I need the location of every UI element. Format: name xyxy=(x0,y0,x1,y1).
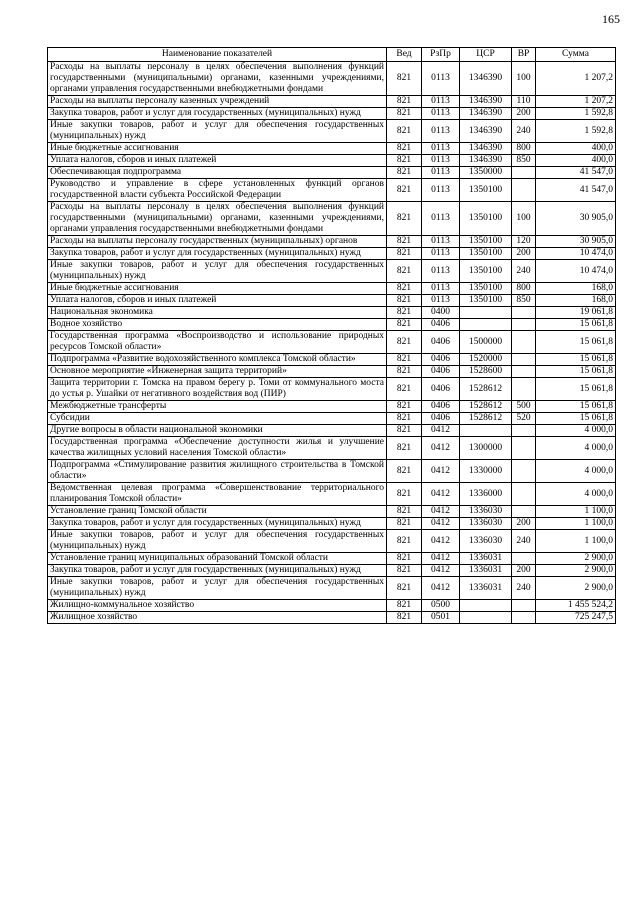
cell-sum: 2 900,0 xyxy=(536,577,616,600)
cell-name: Расходы на выплаты персоналу казенных учреждений xyxy=(48,96,387,108)
cell-ved: 821 xyxy=(387,236,422,248)
table-row xyxy=(48,518,616,530)
table-row xyxy=(48,437,616,460)
table-row xyxy=(48,600,616,612)
cell-vr xyxy=(512,600,536,612)
cell-sum: 1 100,0 xyxy=(536,518,616,530)
cell-csr: 1350100 xyxy=(460,179,512,202)
cell-rzpr: 0113 xyxy=(422,167,460,179)
table-row xyxy=(48,295,616,307)
cell-csr: 1350100 xyxy=(460,283,512,295)
table-row xyxy=(48,260,616,283)
table-row xyxy=(48,307,616,319)
cell-rzpr: 0113 xyxy=(422,155,460,167)
cell-ved: 821 xyxy=(387,202,422,236)
cell-csr: 1346390 xyxy=(460,120,512,143)
cell-ved: 821 xyxy=(387,483,422,506)
cell-csr: 1346390 xyxy=(460,62,512,96)
cell-sum: 400,0 xyxy=(536,155,616,167)
cell-name: Национальная экономика xyxy=(48,307,387,319)
table-row xyxy=(48,96,616,108)
column-header-name: Наименование показателей xyxy=(48,48,387,62)
cell-csr: 1528612 xyxy=(460,401,512,413)
cell-vr xyxy=(512,460,536,483)
cell-ved: 821 xyxy=(387,600,422,612)
cell-name: Межбюджетные трансферты xyxy=(48,401,387,413)
cell-sum: 10 474,0 xyxy=(536,248,616,260)
cell-sum: 15 061,8 xyxy=(536,331,616,354)
table-row xyxy=(48,413,616,425)
cell-sum: 2 900,0 xyxy=(536,565,616,577)
table-row xyxy=(48,248,616,260)
cell-rzpr: 0412 xyxy=(422,460,460,483)
table-row xyxy=(48,577,616,600)
cell-sum: 1 207,2 xyxy=(536,62,616,96)
cell-csr: 1528612 xyxy=(460,378,512,401)
table-row xyxy=(48,331,616,354)
cell-name: Субсидии xyxy=(48,413,387,425)
cell-csr: 1336030 xyxy=(460,518,512,530)
cell-name: Закупка товаров, работ и услуг для государственных (муниципальных) нужд xyxy=(48,248,387,260)
cell-name: Расходы на выплаты персоналу государственных (муниципальных) органов xyxy=(48,236,387,248)
table-row xyxy=(48,460,616,483)
table-row xyxy=(48,378,616,401)
table-row xyxy=(48,155,616,167)
column-header-ved: Вед xyxy=(387,48,422,62)
column-header-vr: ВР xyxy=(512,48,536,62)
cell-name: Защита территории г. Томска на правом берегу р. Томи от коммунального моста до устья р. Ушайки от негативного воздействия вод (ПИР) xyxy=(48,378,387,401)
table-row xyxy=(48,236,616,248)
cell-vr: 520 xyxy=(512,413,536,425)
cell-csr: 1336030 xyxy=(460,530,512,553)
cell-sum: 168,0 xyxy=(536,295,616,307)
table-row xyxy=(48,565,616,577)
cell-ved: 821 xyxy=(387,179,422,202)
cell-rzpr: 0113 xyxy=(422,96,460,108)
cell-rzpr: 0406 xyxy=(422,401,460,413)
cell-vr: 800 xyxy=(512,143,536,155)
cell-csr: 1350000 xyxy=(460,167,512,179)
cell-sum: 41 547,0 xyxy=(536,167,616,179)
cell-name: Уплата налогов, сборов и иных платежей xyxy=(48,295,387,307)
cell-vr xyxy=(512,319,536,331)
cell-vr: 110 xyxy=(512,96,536,108)
cell-rzpr: 0113 xyxy=(422,62,460,96)
cell-sum: 15 061,8 xyxy=(536,366,616,378)
cell-sum: 168,0 xyxy=(536,283,616,295)
cell-sum: 4 000,0 xyxy=(536,437,616,460)
cell-name: Установление границ Томской области xyxy=(48,506,387,518)
cell-rzpr: 0113 xyxy=(422,283,460,295)
cell-ved: 821 xyxy=(387,96,422,108)
cell-name: Закупка товаров, работ и услуг для государственных (муниципальных) нужд xyxy=(48,518,387,530)
cell-sum: 1 207,2 xyxy=(536,96,616,108)
cell-ved: 821 xyxy=(387,577,422,600)
column-header-csr: ЦСР xyxy=(460,48,512,62)
budget-table xyxy=(47,47,616,624)
cell-vr: 800 xyxy=(512,283,536,295)
cell-rzpr: 0412 xyxy=(422,483,460,506)
cell-ved: 821 xyxy=(387,401,422,413)
cell-name: Руководство и управление в сфере установленных функций органов государственной власти субъекта Российской Федерации xyxy=(48,179,387,202)
cell-name: Закупка товаров, работ и услуг для государственных (муниципальных) нужд xyxy=(48,108,387,120)
cell-ved: 821 xyxy=(387,62,422,96)
table-row xyxy=(48,401,616,413)
cell-ved: 821 xyxy=(387,120,422,143)
cell-ved: 821 xyxy=(387,307,422,319)
cell-name: Подпрограмма «Развитие водохозяйственного комплекса Томской области» xyxy=(48,354,387,366)
cell-rzpr: 0412 xyxy=(422,577,460,600)
column-header-sum: Сумма xyxy=(536,48,616,62)
cell-ved: 821 xyxy=(387,248,422,260)
cell-csr: 1350100 xyxy=(460,236,512,248)
cell-vr xyxy=(512,378,536,401)
cell-csr: 1336031 xyxy=(460,553,512,565)
cell-sum: 725 247,5 xyxy=(536,612,616,624)
cell-sum: 4 000,0 xyxy=(536,483,616,506)
cell-csr: 1346390 xyxy=(460,96,512,108)
cell-name: Иные закупки товаров, работ и услуг для обеспечения государственных (муниципальных) нужд xyxy=(48,120,387,143)
cell-vr: 200 xyxy=(512,108,536,120)
cell-vr: 200 xyxy=(512,565,536,577)
cell-rzpr: 0406 xyxy=(422,331,460,354)
cell-sum: 10 474,0 xyxy=(536,260,616,283)
cell-name: Подпрограмма «Стимулирование развития жилищного строительства в Томской области» xyxy=(48,460,387,483)
table-body xyxy=(48,62,616,624)
cell-name: Уплата налогов, сборов и иных платежей xyxy=(48,155,387,167)
cell-sum: 1 592,8 xyxy=(536,108,616,120)
cell-ved: 821 xyxy=(387,413,422,425)
cell-csr: 1336031 xyxy=(460,577,512,600)
cell-ved: 821 xyxy=(387,260,422,283)
cell-csr: 1528600 xyxy=(460,366,512,378)
cell-ved: 821 xyxy=(387,354,422,366)
cell-vr xyxy=(512,553,536,565)
cell-sum: 15 061,8 xyxy=(536,319,616,331)
cell-sum: 1 592,8 xyxy=(536,120,616,143)
cell-csr: 1350100 xyxy=(460,295,512,307)
cell-csr: 1350100 xyxy=(460,202,512,236)
cell-sum: 15 061,8 xyxy=(536,354,616,366)
cell-csr: 1336000 xyxy=(460,483,512,506)
cell-rzpr: 0406 xyxy=(422,366,460,378)
table-row xyxy=(48,202,616,236)
cell-vr: 240 xyxy=(512,530,536,553)
cell-name: Установление границ муниципальных образований Томской области xyxy=(48,553,387,565)
cell-sum: 30 905,0 xyxy=(536,202,616,236)
cell-ved: 821 xyxy=(387,366,422,378)
cell-name: Иные бюджетные ассигнования xyxy=(48,143,387,155)
table-row xyxy=(48,425,616,437)
cell-name: Иные бюджетные ассигнования xyxy=(48,283,387,295)
cell-sum: 4 000,0 xyxy=(536,460,616,483)
cell-csr xyxy=(460,319,512,331)
cell-csr xyxy=(460,307,512,319)
table-row xyxy=(48,354,616,366)
cell-name: Расходы на выплаты персоналу в целях обеспечения выполнения функций государственными (муниципальными) органами, казенными учреждениями, органами управления государственными внебюджетными фондами xyxy=(48,202,387,236)
cell-rzpr: 0500 xyxy=(422,600,460,612)
cell-csr xyxy=(460,425,512,437)
cell-ved: 821 xyxy=(387,378,422,401)
table-row xyxy=(48,108,616,120)
table-row xyxy=(48,530,616,553)
cell-rzpr: 0113 xyxy=(422,120,460,143)
table-row xyxy=(48,167,616,179)
cell-vr: 240 xyxy=(512,577,536,600)
cell-sum: 30 905,0 xyxy=(536,236,616,248)
page-number: 165 xyxy=(602,12,620,26)
cell-rzpr: 0412 xyxy=(422,518,460,530)
cell-vr: 850 xyxy=(512,155,536,167)
cell-ved: 821 xyxy=(387,108,422,120)
cell-csr: 1336031 xyxy=(460,565,512,577)
cell-vr xyxy=(512,437,536,460)
cell-rzpr: 0113 xyxy=(422,108,460,120)
table-row xyxy=(48,319,616,331)
table-row xyxy=(48,283,616,295)
cell-csr xyxy=(460,612,512,624)
cell-name: Закупка товаров, работ и услуг для государственных (муниципальных) нужд xyxy=(48,565,387,577)
cell-vr xyxy=(512,167,536,179)
cell-name: Иные закупки товаров, работ и услуг для обеспечения государственных (муниципальных) нужд xyxy=(48,530,387,553)
cell-csr: 1330000 xyxy=(460,460,512,483)
cell-csr: 1520000 xyxy=(460,354,512,366)
table-row xyxy=(48,143,616,155)
column-header-rzpr: РзПр xyxy=(422,48,460,62)
cell-csr: 1346390 xyxy=(460,143,512,155)
cell-vr: 100 xyxy=(512,202,536,236)
cell-name: Государственная программа «Воспроизводство и использование природных ресурсов Томской области» xyxy=(48,331,387,354)
cell-rzpr: 0113 xyxy=(422,202,460,236)
cell-rzpr: 0412 xyxy=(422,565,460,577)
cell-rzpr: 0400 xyxy=(422,307,460,319)
cell-ved: 821 xyxy=(387,143,422,155)
cell-name: Жилищно-коммунальное хозяйство xyxy=(48,600,387,612)
table-row xyxy=(48,612,616,624)
cell-name: Иные закупки товаров, работ и услуг для обеспечения государственных (муниципальных) нужд xyxy=(48,577,387,600)
cell-sum: 19 061,8 xyxy=(536,307,616,319)
cell-vr xyxy=(512,331,536,354)
cell-ved: 821 xyxy=(387,553,422,565)
cell-vr: 240 xyxy=(512,120,536,143)
cell-vr xyxy=(512,612,536,624)
cell-sum: 4 000,0 xyxy=(536,425,616,437)
cell-vr: 120 xyxy=(512,236,536,248)
cell-rzpr: 0412 xyxy=(422,437,460,460)
cell-ved: 821 xyxy=(387,612,422,624)
table-row xyxy=(48,179,616,202)
cell-sum: 2 900,0 xyxy=(536,553,616,565)
cell-vr: 240 xyxy=(512,260,536,283)
cell-rzpr: 0113 xyxy=(422,179,460,202)
cell-rzpr: 0406 xyxy=(422,413,460,425)
cell-vr: 200 xyxy=(512,518,536,530)
cell-csr xyxy=(460,600,512,612)
cell-ved: 821 xyxy=(387,518,422,530)
cell-rzpr: 0113 xyxy=(422,260,460,283)
cell-rzpr: 0412 xyxy=(422,530,460,553)
cell-sum: 1 100,0 xyxy=(536,530,616,553)
cell-name: Обеспечивающая подпрограмма xyxy=(48,167,387,179)
cell-ved: 821 xyxy=(387,295,422,307)
cell-sum: 400,0 xyxy=(536,143,616,155)
cell-sum: 15 061,8 xyxy=(536,413,616,425)
cell-name: Жилищное хозяйство xyxy=(48,612,387,624)
table-row xyxy=(48,483,616,506)
table-header-row xyxy=(48,48,616,62)
table-row xyxy=(48,553,616,565)
cell-ved: 821 xyxy=(387,167,422,179)
cell-ved: 821 xyxy=(387,155,422,167)
cell-ved: 821 xyxy=(387,319,422,331)
cell-csr: 1528612 xyxy=(460,413,512,425)
cell-name: Другие вопросы в области национальной экономики xyxy=(48,425,387,437)
cell-rzpr: 0406 xyxy=(422,354,460,366)
cell-csr: 1350100 xyxy=(460,248,512,260)
cell-vr xyxy=(512,307,536,319)
cell-name: Водное хозяйство xyxy=(48,319,387,331)
cell-rzpr: 0113 xyxy=(422,143,460,155)
cell-ved: 821 xyxy=(387,460,422,483)
cell-name: Ведомственная целевая программа «Совершенствование территориального планирования Томской области» xyxy=(48,483,387,506)
cell-rzpr: 0412 xyxy=(422,506,460,518)
cell-vr xyxy=(512,483,536,506)
cell-name: Основное мероприятие «Инженерная защита территорий» xyxy=(48,366,387,378)
cell-vr: 500 xyxy=(512,401,536,413)
cell-vr xyxy=(512,354,536,366)
table-row xyxy=(48,366,616,378)
cell-ved: 821 xyxy=(387,283,422,295)
cell-ved: 821 xyxy=(387,331,422,354)
cell-sum: 41 547,0 xyxy=(536,179,616,202)
cell-csr: 1346390 xyxy=(460,108,512,120)
cell-sum: 15 061,8 xyxy=(536,378,616,401)
cell-vr: 200 xyxy=(512,248,536,260)
table-row xyxy=(48,62,616,96)
cell-vr xyxy=(512,179,536,202)
cell-sum: 1 100,0 xyxy=(536,506,616,518)
cell-vr: 850 xyxy=(512,295,536,307)
cell-rzpr: 0113 xyxy=(422,248,460,260)
cell-rzpr: 0406 xyxy=(422,378,460,401)
cell-rzpr: 0406 xyxy=(422,319,460,331)
cell-ved: 821 xyxy=(387,437,422,460)
cell-vr xyxy=(512,425,536,437)
cell-sum: 1 455 524,2 xyxy=(536,600,616,612)
cell-vr xyxy=(512,366,536,378)
cell-rzpr: 0113 xyxy=(422,236,460,248)
cell-rzpr: 0501 xyxy=(422,612,460,624)
cell-ved: 821 xyxy=(387,530,422,553)
cell-csr: 1346390 xyxy=(460,155,512,167)
cell-rzpr: 0113 xyxy=(422,295,460,307)
cell-csr: 1300000 xyxy=(460,437,512,460)
cell-rzpr: 0412 xyxy=(422,425,460,437)
cell-ved: 821 xyxy=(387,425,422,437)
cell-csr: 1350100 xyxy=(460,260,512,283)
cell-vr: 100 xyxy=(512,62,536,96)
cell-csr: 1336030 xyxy=(460,506,512,518)
cell-csr: 1500000 xyxy=(460,331,512,354)
cell-rzpr: 0412 xyxy=(422,553,460,565)
cell-name: Расходы на выплаты персоналу в целях обеспечения выполнения функций государственными (муниципальными) органами, казенными учреждениями, органами управления государственными внебюджетными фондами xyxy=(48,62,387,96)
table-row xyxy=(48,506,616,518)
table-row xyxy=(48,120,616,143)
cell-name: Иные закупки товаров, работ и услуг для обеспечения государственных (муниципальных) нужд xyxy=(48,260,387,283)
cell-ved: 821 xyxy=(387,565,422,577)
cell-ved: 821 xyxy=(387,506,422,518)
cell-vr xyxy=(512,506,536,518)
cell-name: Государственная программа «Обеспечение доступности жилья и улучшение качества жилищных условий населения Томской области» xyxy=(48,437,387,460)
cell-sum: 15 061,8 xyxy=(536,401,616,413)
